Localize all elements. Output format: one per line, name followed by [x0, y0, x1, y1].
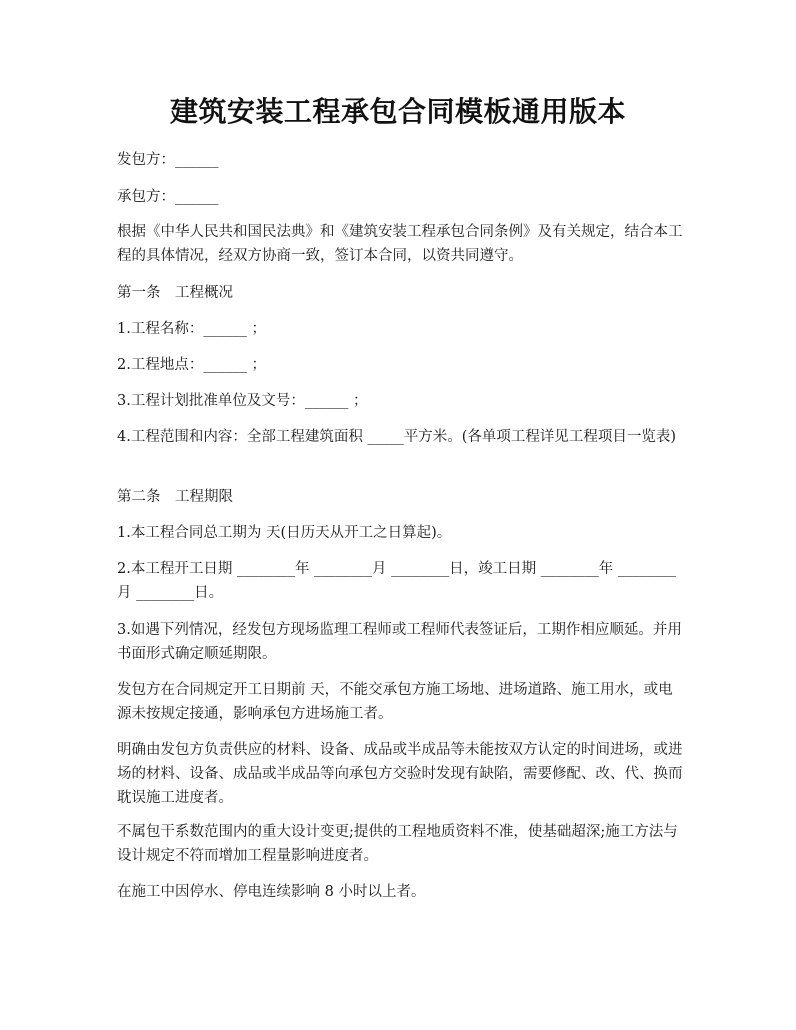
preamble-paragraph: 根据《中华人民共和国民法典》和《建筑安装工程承包合同条例》及有关规定，结合本工程的具体情况，经双方协商一致，签订本合同，以资共同遵守。: [117, 224, 683, 264]
article-2-heading: 第二条 工程期限: [117, 489, 233, 505]
design-change-paragraph: 不属包干系数范围内的重大设计变更;提供的工程地质资料不准，使基础超深;施工方法与设计规定不符而增加工程量影响进度者。: [117, 824, 678, 864]
extension-paragraph: 3.如遇下列情况，经发包方现场监理工程师或工程师代表签证后，工期作相应顺延。并用书面形式确定顺延期限。: [117, 622, 682, 662]
scope-paragraph: 4.工程范围和内容：全部工程建筑面积 _____平方米。(各单项工程详见工程项目一览表): [117, 429, 677, 445]
party-b-line: 承包方：______: [117, 189, 219, 205]
approval-line: 3.工程计划批准单位及文号：______ ；: [117, 393, 368, 409]
material-delay-paragraph: 明确由发包方负责供应的材料、设备、成品或半成品等未能按双方认定的时间进场，或进场的材料、设备、成品或半成品等向承包方交验时发现有缺陷，需要修配、改、代、换而耽误施工进度者。: [117, 742, 683, 806]
total-duration-line: 1.本工程合同总工期为 天(日历天从开工之日算起)。: [117, 525, 452, 541]
document-title: 建筑安装工程承包合同模板通用版本: [169, 95, 626, 128]
start-end-dates-paragraph: 2.本工程开工日期 ________年 ________月 ________日，竣工日期 ________年 ________月 ________日。: [117, 561, 676, 601]
article-1-heading: 第一条 工程概况: [117, 285, 233, 301]
party-a-line: 发包方：______: [117, 152, 219, 168]
site-delay-paragraph: 发包方在合同规定开工日期前 天，不能交承包方施工场地、进场道路、施工用水，或电源未按规定接通，影响承包方进场施工者。: [117, 682, 673, 722]
power-outage-line: 在施工中因停水、停电连续影响 8 小时以上者。: [117, 884, 426, 900]
project-location-line: 2.工程地点：______ ；: [117, 357, 266, 373]
project-name-line: 1.工程名称：______ ；: [117, 321, 266, 337]
